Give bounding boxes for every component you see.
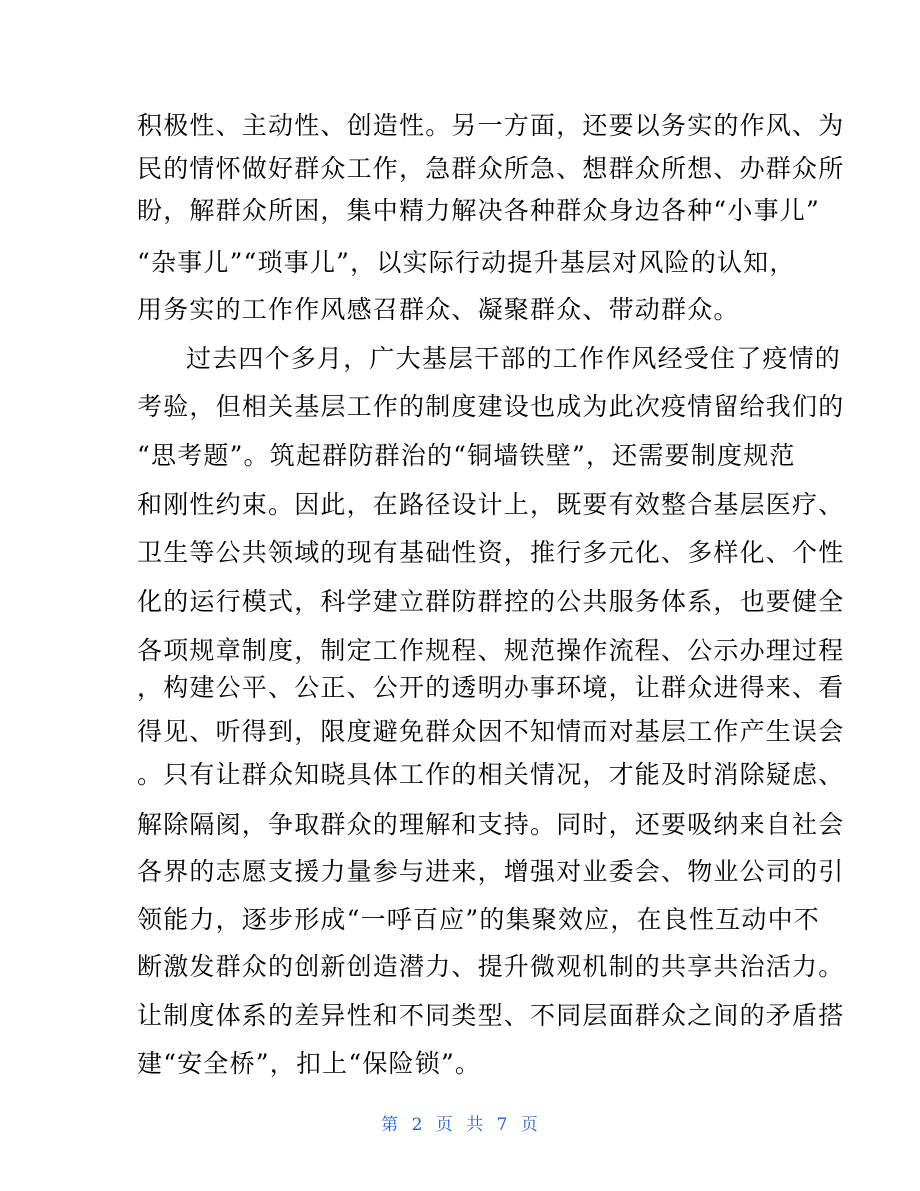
- text-line: 解除隔阂，争取群众的理解和支持。同时，还要吸纳来自社会: [137, 810, 845, 839]
- page-footer: [0, 1114, 920, 1136]
- text-line: 用务实的工作作风感召群众、凝聚群众、带动群众。: [137, 295, 740, 324]
- text-line: 化的运行模式，科学建立群防群控的公共服务体系，也要健全: [137, 587, 845, 616]
- footer-di: 第: [381, 1115, 400, 1135]
- footer-gong: 共: [466, 1115, 485, 1135]
- text-line: 积极性、主动性、创造性。另一方面，还要以务实的作风、为: [137, 111, 845, 140]
- footer-current-page: 2: [411, 1115, 424, 1135]
- text-line: 得见、听得到，限度避免群众因不知情而对基层工作产生误会: [137, 717, 845, 746]
- text-line: 盼，解群众所困，集中精力解决各种群众身边各种“小事儿”: [137, 196, 820, 225]
- text-line: “杂事儿”“琐事儿”，以实际行动提升基层对风险的认知，: [137, 248, 796, 277]
- text-line: “思考题”。筑起群防群治的“铜墙铁壁”，还需要制度规范: [137, 441, 796, 470]
- text-line: ，构建公平、公正、公开的透明办事环境，让群众进得来、看: [137, 673, 845, 702]
- footer-ye: 页: [520, 1115, 539, 1135]
- text-line: 断激发群众的创新创造潜力、提升微观机制的共享共治活力。: [137, 952, 845, 981]
- text-line: 考验，但相关基层工作的制度建设也成为此次疫情留给我们的: [137, 392, 845, 421]
- footer-total-pages: 7: [496, 1115, 509, 1135]
- text-line: 让制度体系的差异性和不同类型、不同层面群众之间的矛盾搭: [137, 1001, 845, 1030]
- text-line: 卫生等公共领域的现有基础性资，推行多元化、多样化、个性: [137, 538, 845, 567]
- text-line: 领能力，逐步形成“一呼百应”的集聚效应，在良性互动中不: [137, 905, 820, 934]
- text-line: 各项规章制度，制定工作规程、规范操作流程、公示办理过程: [137, 636, 845, 665]
- footer-ye: 页: [435, 1115, 454, 1135]
- text-line: 建“安全桥”，扣上“保险锁”。: [137, 1049, 482, 1078]
- text-line: 各界的志愿支援力量参与进来，增强对业委会、物业公司的引: [137, 857, 845, 886]
- text-line: 。只有让群众知晓具体工作的相关情况，才能及时消除疑虑、: [137, 760, 845, 789]
- text-line: 民的情怀做好群众工作，急群众所急、想群众所想、办群众所: [137, 154, 845, 183]
- text-line: 过去四个多月，广大基层干部的工作作风经受住了疫情的: [186, 344, 842, 373]
- text-line: 和刚性约束。因此，在路径设计上，既要有效整合基层医疗、: [137, 490, 845, 519]
